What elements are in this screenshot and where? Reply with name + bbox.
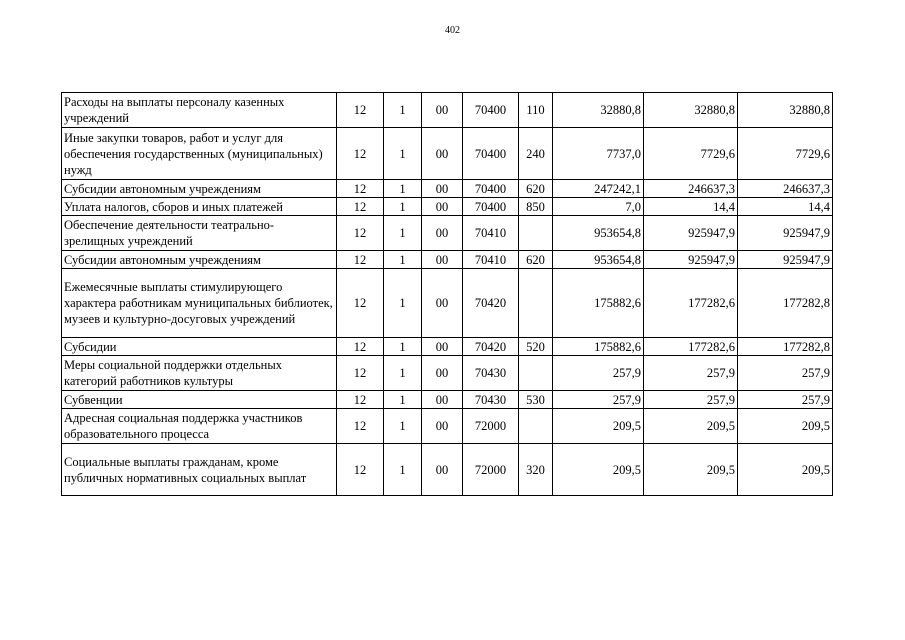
amount-year-3: 7729,6 — [738, 128, 833, 180]
table-row — [62, 251, 833, 269]
podrazdel-cell: 1 — [384, 338, 422, 356]
budget-table — [61, 92, 833, 496]
amount-year-3: 246637,3 — [738, 180, 833, 198]
amount-year-1: 209,5 — [553, 444, 644, 496]
expense-type-cell: 620 — [519, 251, 553, 269]
amount-year-1: 209,5 — [553, 409, 644, 444]
table-row — [62, 216, 833, 251]
table-row — [62, 356, 833, 391]
amount-year-1: 257,9 — [553, 356, 644, 391]
expense-type-cell: 110 — [519, 93, 553, 128]
amount-year-2: 32880,8 — [644, 93, 738, 128]
program-cell: 00 — [422, 216, 463, 251]
amount-year-2: 209,5 — [644, 444, 738, 496]
amount-year-3: 925947,9 — [738, 216, 833, 251]
amount-year-1: 32880,8 — [553, 93, 644, 128]
row-name: Субсидии автономным учреждениям — [62, 180, 337, 198]
article-cell: 70410 — [463, 251, 519, 269]
podrazdel-cell: 1 — [384, 198, 422, 216]
razdel-cell: 12 — [337, 338, 384, 356]
table-row — [62, 409, 833, 444]
podrazdel-cell: 1 — [384, 356, 422, 391]
podrazdel-cell: 1 — [384, 391, 422, 409]
amount-year-1: 7,0 — [553, 198, 644, 216]
expense-type-cell: 620 — [519, 180, 553, 198]
amount-year-1: 257,9 — [553, 391, 644, 409]
amount-year-2: 925947,9 — [644, 216, 738, 251]
program-cell: 00 — [422, 180, 463, 198]
row-name: Социальные выплаты гражданам, кроме публичных нормативных социальных выплат — [62, 444, 337, 496]
podrazdel-cell: 1 — [384, 409, 422, 444]
expense-type-cell: 320 — [519, 444, 553, 496]
razdel-cell: 12 — [337, 391, 384, 409]
table-row — [62, 444, 833, 496]
row-name: Адресная социальная поддержка участников образовательного процесса — [62, 409, 337, 444]
amount-year-3: 32880,8 — [738, 93, 833, 128]
table-row — [62, 180, 833, 198]
program-cell: 00 — [422, 356, 463, 391]
amount-year-2: 257,9 — [644, 391, 738, 409]
razdel-cell: 12 — [337, 198, 384, 216]
amount-year-1: 953654,8 — [553, 216, 644, 251]
razdel-cell: 12 — [337, 128, 384, 180]
table-row — [62, 338, 833, 356]
program-cell: 00 — [422, 93, 463, 128]
podrazdel-cell: 1 — [384, 251, 422, 269]
row-name: Расходы на выплаты персоналу казенных учреждений — [62, 93, 337, 128]
row-name: Субсидии — [62, 338, 337, 356]
razdel-cell: 12 — [337, 356, 384, 391]
program-cell: 00 — [422, 444, 463, 496]
razdel-cell: 12 — [337, 216, 384, 251]
amount-year-2: 257,9 — [644, 356, 738, 391]
expense-type-cell: 520 — [519, 338, 553, 356]
row-name: Субсидии автономным учреждениям — [62, 251, 337, 269]
program-cell: 00 — [422, 338, 463, 356]
razdel-cell: 12 — [337, 93, 384, 128]
program-cell: 00 — [422, 198, 463, 216]
article-cell: 70400 — [463, 198, 519, 216]
table-row — [62, 269, 833, 338]
amount-year-1: 175882,6 — [553, 338, 644, 356]
page-number: 402 — [445, 25, 460, 36]
razdel-cell: 12 — [337, 444, 384, 496]
article-cell: 72000 — [463, 409, 519, 444]
article-cell: 70410 — [463, 216, 519, 251]
podrazdel-cell: 1 — [384, 444, 422, 496]
amount-year-3: 209,5 — [738, 409, 833, 444]
program-cell: 00 — [422, 391, 463, 409]
expense-type-cell — [519, 409, 553, 444]
podrazdel-cell: 1 — [384, 180, 422, 198]
amount-year-2: 246637,3 — [644, 180, 738, 198]
amount-year-3: 177282,8 — [738, 269, 833, 338]
program-cell: 00 — [422, 128, 463, 180]
article-cell: 70420 — [463, 338, 519, 356]
podrazdel-cell: 1 — [384, 216, 422, 251]
row-name: Уплата налогов, сборов и иных платежей — [62, 198, 337, 216]
expense-type-cell: 530 — [519, 391, 553, 409]
amount-year-1: 247242,1 — [553, 180, 644, 198]
article-cell: 70400 — [463, 93, 519, 128]
table-row — [62, 128, 833, 180]
article-cell: 70430 — [463, 391, 519, 409]
row-name: Иные закупки товаров, работ и услуг для обеспечения государственных (муниципальных) нужд — [62, 128, 337, 180]
article-cell: 70420 — [463, 269, 519, 338]
table-row — [62, 93, 833, 128]
razdel-cell: 12 — [337, 251, 384, 269]
table-row — [62, 391, 833, 409]
amount-year-3: 257,9 — [738, 356, 833, 391]
row-name: Субвенции — [62, 391, 337, 409]
amount-year-3: 209,5 — [738, 444, 833, 496]
article-cell: 72000 — [463, 444, 519, 496]
row-name: Ежемесячные выплаты стимулирующего характера работникам муниципальных библиотек, музеев и культурно-досуговых учреждений — [62, 269, 337, 338]
amount-year-3: 925947,9 — [738, 251, 833, 269]
expense-type-cell: 850 — [519, 198, 553, 216]
amount-year-2: 925947,9 — [644, 251, 738, 269]
amount-year-3: 257,9 — [738, 391, 833, 409]
article-cell: 70400 — [463, 128, 519, 180]
article-cell: 70430 — [463, 356, 519, 391]
razdel-cell: 12 — [337, 409, 384, 444]
razdel-cell: 12 — [337, 180, 384, 198]
amount-year-2: 7729,6 — [644, 128, 738, 180]
amount-year-1: 7737,0 — [553, 128, 644, 180]
amount-year-2: 177282,6 — [644, 269, 738, 338]
expense-type-cell — [519, 356, 553, 391]
podrazdel-cell: 1 — [384, 269, 422, 338]
razdel-cell: 12 — [337, 269, 384, 338]
amount-year-2: 209,5 — [644, 409, 738, 444]
amount-year-2: 14,4 — [644, 198, 738, 216]
row-name: Меры социальной поддержки отдельных категорий работников культуры — [62, 356, 337, 391]
expense-type-cell: 240 — [519, 128, 553, 180]
article-cell: 70400 — [463, 180, 519, 198]
table-row — [62, 198, 833, 216]
amount-year-3: 177282,8 — [738, 338, 833, 356]
expense-type-cell — [519, 269, 553, 338]
podrazdel-cell: 1 — [384, 128, 422, 180]
row-name: Обеспечение деятельности театрально-зрелищных учреждений — [62, 216, 337, 251]
amount-year-1: 175882,6 — [553, 269, 644, 338]
amount-year-3: 14,4 — [738, 198, 833, 216]
program-cell: 00 — [422, 269, 463, 338]
expense-type-cell — [519, 216, 553, 251]
program-cell: 00 — [422, 251, 463, 269]
amount-year-1: 953654,8 — [553, 251, 644, 269]
amount-year-2: 177282,6 — [644, 338, 738, 356]
program-cell: 00 — [422, 409, 463, 444]
podrazdel-cell: 1 — [384, 93, 422, 128]
